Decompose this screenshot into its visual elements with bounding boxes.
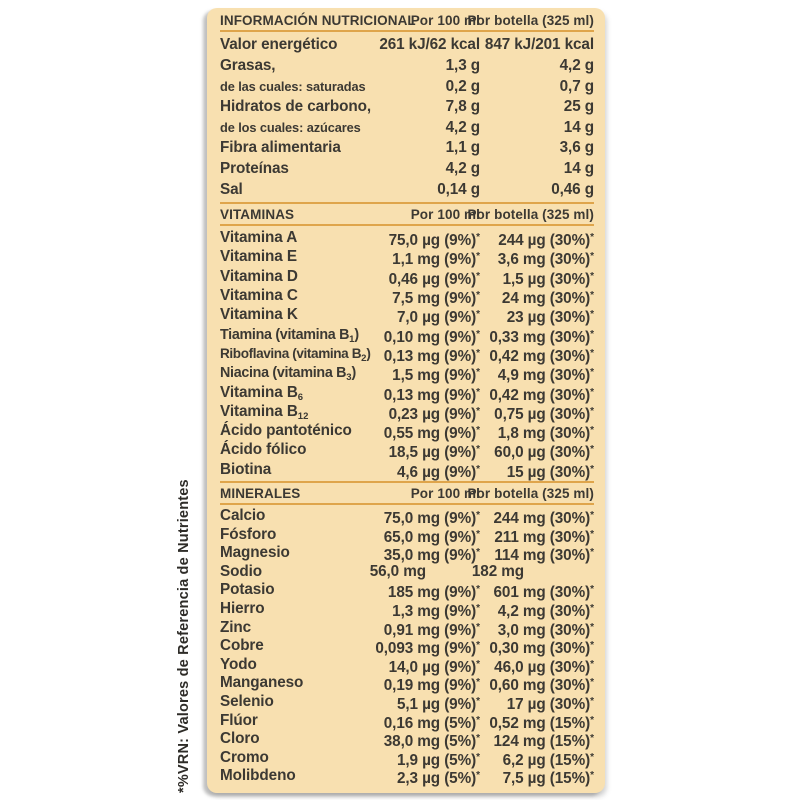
value-text: 3,0 mg (30%) [497,621,591,639]
value-text: 15 µg (30%) [506,463,591,481]
nutrient-name: Sodio [220,562,262,580]
value-text: 14,0 µg (9%) [388,658,477,676]
per-bottle-value [503,767,594,789]
nutrient-name: Calcio [220,507,266,525]
nutrient-row [220,138,594,159]
per-bottle-value [485,34,594,56]
vrn-asterisk: * [590,510,594,522]
value-text: 0,42 mg (30%) [489,386,591,404]
vrn-asterisk: * [590,770,594,782]
value-text: 18,5 µg (9%) [388,444,477,462]
name-segment: ) [354,326,359,343]
vrn-asterisk: * [590,621,594,633]
name-segment: ) [366,345,371,361]
nutrient-name [220,345,371,364]
nutrient-name: Cloro [220,730,260,748]
value-text: 0,46 g [551,180,594,198]
nutrient-name [220,327,359,343]
per-100ml-value [379,34,480,56]
vrn-footnote: *%VRN: Valores de Referencia de Nutrientes [176,479,192,793]
value-text: 1,1 g [445,139,480,157]
col-header-per-bottle: Por botella (325 ml) [467,13,594,28]
nutrient-row [220,730,594,749]
name-segment: Vitamina B [220,402,298,420]
per-bottle-value [564,118,594,139]
nutrient-row [220,693,594,712]
value-text: 14 g [563,118,594,136]
value-text: 7,5 µg (15%) [502,770,591,788]
per-bottle-value [560,56,594,77]
vrn-asterisk: * [476,658,480,670]
value-text: 25 g [563,98,594,116]
value-text: 847 kJ/201 kcal [484,36,594,53]
value-text: 0,46 µg (9%) [388,270,477,288]
vrn-asterisk: * [476,510,480,522]
value-text: 1,8 mg (30%) [497,425,591,443]
nutrient-name [220,403,308,420]
value-text: 0,13 mg (9%) [383,386,477,404]
subscript: 3 [346,372,352,384]
value-text: 75,0 mg (9%) [383,510,477,528]
section-vitaminas [220,202,594,479]
value-text: 185 mg (9%) [387,584,477,602]
value-text: 60,0 µg (30%) [494,444,591,462]
per-100ml-value [446,118,480,139]
nutrient-name: Cobre [220,637,264,655]
nutrient-row [220,56,594,77]
section-rows [220,226,594,479]
value-text: 0,13 mg (9%) [383,347,477,365]
nutrient-row [220,581,594,600]
value-text: 4,2 g [445,159,480,177]
nutrient-name: Grasas, [220,57,276,74]
nutrient-row [220,159,594,180]
nutrition-facts-panel [207,8,605,793]
nutrient-row [220,402,594,421]
value-text: 4,2 mg (30%) [497,602,591,620]
vrn-asterisk: * [476,621,480,633]
nutrient-name: Zinc [220,618,252,636]
per-bottle-value [560,77,594,98]
value-text: 114 mg (30%) [494,547,591,565]
nutrient-name [220,384,303,401]
nutrient-name: Fibra alimentaria [220,139,341,157]
value-text: 24 mg (30%) [501,290,591,308]
value-text: 0,14 g [437,180,480,198]
value-text: 0,52 mg (15%) [489,714,591,732]
vrn-asterisk: * [476,640,480,652]
vrn-asterisk: * [476,677,480,689]
value-text: 0,23 µg (9%) [388,405,477,423]
vrn-asterisk: * [476,270,480,282]
vrn-asterisk: * [590,347,594,359]
value-text: 3,6 g [559,139,594,157]
per-100ml-value [446,159,480,180]
vrn-asterisk: * [476,733,480,745]
nutrient-row [220,656,594,675]
value-text: 5,1 µg (9%) [396,695,477,713]
vrn-asterisk: * [590,733,594,745]
nutrient-row [220,440,594,462]
nutrient-row [220,344,594,363]
vrn-asterisk: * [476,584,480,596]
nutrient-row [220,97,594,118]
vrn-asterisk: * [476,290,480,302]
nutrient-name: Hidratos de carbono, [220,98,371,116]
nutrient-row [220,563,594,582]
nutrient-name: Magnesio [220,544,290,562]
name-segment: Tiamina (vitamina B [220,326,350,343]
value-text: 56,0 mg [369,562,426,580]
col-header-per-bottle: Por botella (325 ml) [467,486,594,502]
nutrition-sections [220,12,594,786]
section-title: INFORMACIÓN NUTRICIONAL [220,13,416,28]
vrn-asterisk: * [476,367,480,379]
value-text: 182 mg [471,562,524,580]
per-100ml-value [446,138,480,159]
vrn-asterisk: * [476,347,480,359]
per-100ml-value [446,97,480,118]
value-text: 0,10 mg (9%) [383,328,477,346]
value-text: 601 mg (30%) [493,584,591,602]
vrn-asterisk: * [590,405,594,417]
value-text: 0,55 mg (9%) [383,425,477,443]
vrn-asterisk: * [476,751,480,763]
subscript: 1 [349,333,355,345]
vrn-asterisk: * [590,444,594,456]
vrn-asterisk: * [476,714,480,726]
vrn-asterisk: * [476,444,480,456]
nutrient-name: Valor energético [220,36,338,53]
nutrient-row [220,247,594,269]
per-100ml-value [397,767,480,789]
value-text: 0,30 mg (30%) [489,640,591,658]
per-100ml-value [437,180,480,201]
vrn-asterisk: * [590,232,594,244]
nutrient-row [220,77,594,98]
value-text: 4,2 g [559,57,594,74]
value-text: 23 µg (30%) [506,309,591,327]
nutrient-name: Yodo [220,655,257,673]
subscript: 12 [297,410,309,422]
value-text: 7,0 µg (9%) [396,309,477,327]
per-100ml-value [397,460,480,482]
nutrient-name: Vitamina E [220,248,297,266]
value-text: 0,33 mg (30%) [489,328,591,346]
subscript: 2 [361,352,367,364]
col-header-per-100ml: Por 100 ml [410,486,480,502]
per-bottle-value [551,180,594,201]
per-bottle-value [472,563,524,582]
value-text: 2,3 µg (5%) [396,770,477,788]
vrn-asterisk: * [590,425,594,437]
section-informacion-nutricional [220,12,594,200]
value-text: 0,7 g [559,77,594,95]
vrn-asterisk: * [476,770,480,782]
value-text: 4,6 µg (9%) [396,463,477,481]
value-text: 35,0 mg (9%) [383,547,477,565]
per-100ml-value [446,77,480,98]
value-text: 244 µg (30%) [498,232,591,250]
vrn-asterisk: * [476,695,480,707]
name-segment: Riboflavina (vitamina B [220,345,362,361]
vrn-asterisk: * [590,584,594,596]
nutrient-row [220,180,594,201]
value-text: 17 µg (30%) [506,695,591,713]
nutrient-name: Selenio [220,692,274,710]
vrn-asterisk: * [476,602,480,614]
nutrient-row [220,507,594,526]
vrn-asterisk: * [590,695,594,707]
value-text: 6,2 µg (15%) [502,751,591,769]
value-text: 0,16 mg (5%) [383,714,477,732]
value-text: 0,093 mg (9%) [375,640,477,658]
nutrient-row [220,34,594,56]
nutrient-name: Flúor [220,711,258,729]
vrn-asterisk: * [590,463,594,475]
section-header [220,481,594,505]
name-segment: Vitamina B [220,383,298,401]
value-text: 7,5 mg (9%) [392,290,477,308]
vrn-asterisk: * [476,463,480,475]
vrn-asterisk: * [476,309,480,321]
vrn-asterisk: * [476,232,480,244]
vrn-asterisk: * [590,328,594,340]
vrn-asterisk: * [590,547,594,559]
nutrient-row [220,267,594,286]
value-text: 261 kJ/62 kcal [379,36,480,53]
nutrient-name: Manganeso [220,674,304,692]
vrn-asterisk: * [590,528,594,540]
value-text: 4,2 g [445,118,480,136]
value-text: 1,5 µg (30%) [502,270,591,288]
value-text: 0,42 mg (30%) [489,347,591,365]
nutrient-row [220,637,594,656]
nutrient-row [220,305,594,327]
vrn-asterisk: * [590,602,594,614]
nutrient-row [220,526,594,545]
name-segment: ) [351,365,356,382]
section-header [220,202,594,226]
value-text: 38,0 mg (5%) [383,733,477,751]
vrn-asterisk: * [590,677,594,689]
vrn-asterisk: * [476,251,480,263]
col-header-per-100ml: Por 100 ml [410,13,480,28]
value-text: 4,9 mg (30%) [497,367,591,385]
vrn-asterisk: * [590,270,594,282]
value-text: 14 g [563,159,594,177]
value-text: 65,0 mg (9%) [383,528,477,546]
nutrient-row [220,118,594,139]
vrn-asterisk: * [590,640,594,652]
nutrient-row [220,619,594,638]
value-text: 0,60 mg (30%) [489,677,591,695]
vrn-asterisk: * [590,714,594,726]
section-header [220,12,594,32]
nutrient-name: Proteínas [220,159,289,177]
nutrient-name: Sal [220,180,243,198]
vrn-asterisk: * [590,658,594,670]
name-segment: Niacina (vitamina B [220,365,347,382]
per-bottle-value [507,460,594,482]
vrn-asterisk: * [476,405,480,417]
col-header-per-100ml: Por 100 ml [410,207,480,223]
nutrient-row [220,712,594,731]
section-title: VITAMINAS [220,207,295,223]
nutrient-row [220,674,594,693]
value-text: 0,75 µg (30%) [494,405,591,423]
nutrient-name: Cromo [220,748,269,766]
nutrient-name: Vitamina C [220,287,298,305]
vrn-asterisk: * [476,386,480,398]
value-text: 3,6 mg (30%) [497,251,591,269]
nutrient-row [220,767,594,786]
per-bottle-value [564,159,594,180]
nutrient-name: Fósforo [220,525,277,543]
value-text: 0,91 mg (9%) [383,621,477,639]
value-text: 211 mg (30%) [494,528,591,546]
per-100ml-value [446,56,480,77]
section-minerales [220,481,594,786]
nutrient-row [220,363,594,385]
section-rows [220,32,594,200]
value-text: 1,9 µg (5%) [396,751,477,769]
nutrient-row [220,421,594,443]
nutrient-row [220,460,594,479]
nutrient-name: Potasio [220,581,275,599]
nutrient-name: Vitamina D [220,267,298,285]
nutrient-name: de los cuales: azúcares [220,119,361,135]
value-text: 75,0 µg (9%) [388,232,477,250]
nutrient-name [220,365,356,384]
nutrient-name: Hierro [220,599,265,617]
value-text: 0,19 mg (9%) [383,677,477,695]
col-header-per-bottle: Por botella (325 ml) [467,207,594,223]
nutrient-row [220,325,594,344]
nutrient-name: de las cuales: saturadas [220,78,366,94]
vrn-asterisk: * [476,528,480,540]
vrn-asterisk: * [590,751,594,763]
value-text: 124 mg (15%) [493,733,591,751]
section-rows [220,505,594,786]
nutrient-name: Ácido pantoténico [220,422,352,440]
per-bottle-value [564,97,594,118]
vrn-asterisk: * [590,290,594,302]
per-bottle-value [560,138,594,159]
nutrient-row [220,749,594,768]
value-text: 0,2 g [445,77,480,95]
nutrient-row [220,600,594,619]
vrn-asterisk: * [476,425,480,437]
value-text: 244 mg (30%) [493,510,591,528]
value-text: 46,0 µg (30%) [494,658,591,676]
section-title: MINERALES [220,486,301,502]
nutrient-name: Vitamina K [220,306,298,324]
per-100ml-value [370,563,426,582]
vrn-asterisk: * [590,251,594,263]
vrn-asterisk: * [476,328,480,340]
nutrient-row [220,286,594,308]
vrn-asterisk: * [590,367,594,379]
nutrient-name: Ácido fólico [220,441,307,459]
nutrient-row [220,228,594,250]
vrn-asterisk: * [476,547,480,559]
nutrient-row [220,383,594,402]
value-text: 1,1 mg (9%) [392,251,477,269]
vrn-asterisk: * [590,309,594,321]
value-text: 7,8 g [445,98,480,116]
value-text: 1,3 g [445,57,480,74]
vrn-asterisk: * [590,386,594,398]
subscript: 6 [297,391,304,403]
nutrient-name: Biotina [220,460,272,478]
value-text: 1,5 mg (9%) [392,367,477,385]
nutrient-name: Vitamina A [220,229,298,247]
nutrient-row [220,544,594,563]
nutrient-name: Molibdeno [220,767,296,785]
value-text: 1,3 mg (9%) [392,602,477,620]
